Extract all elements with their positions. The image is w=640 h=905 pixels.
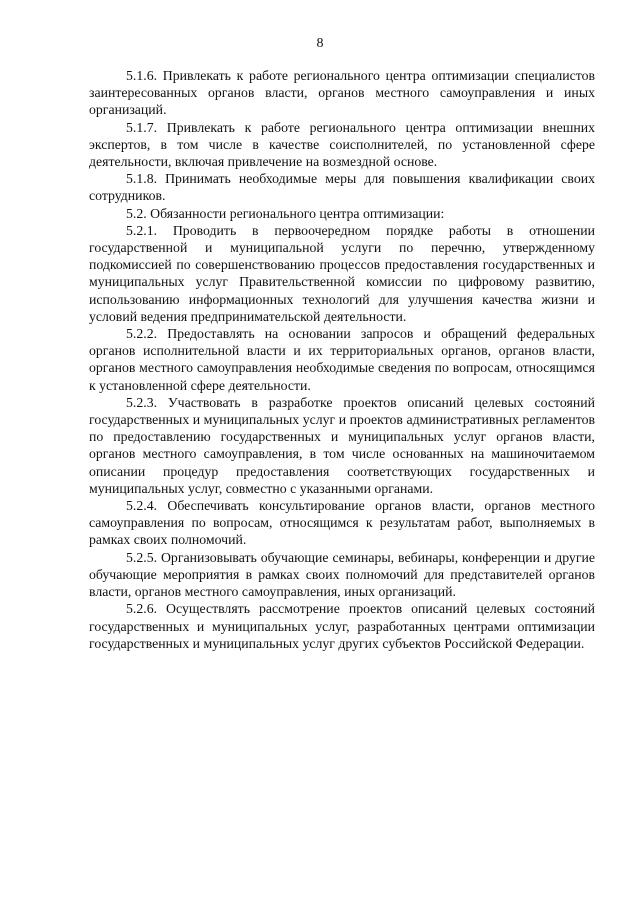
document-body [89,67,595,652]
paragraph-5-1-8: 5.1.8. Принимать необходимые меры для повышения квалификации своих сотрудников. [89,171,595,204]
paragraph-5-2-4: 5.2.4. Обеспечивать консультирование органов власти, органов местного самоуправления по вопросам, относящимся к результатам работ, выполняемых в рамках своих полномочий. [89,498,595,548]
paragraph-5-1-7: 5.1.7. Привлекать к работе регионального центра оптимизации внешних экспертов, в том числе в качестве соисполнителей, по установленной сфере деятельности, включая привлечение на возмездной основе. [89,119,595,170]
paragraph-5-2-5: 5.2.5. Организовывать обучающие семинары, вебинары, конференции и другие обучающие мероприятия в рамках своих полномочий для представителей органов власти, органов местного самоуправления, иных организаций. [89,549,595,600]
paragraph-5-1-6: 5.1.6. Привлекать к работе регионального центра оптимизации специалистов заинтересованных органов власти, органов местного самоуправления и иных организаций. [89,68,595,118]
paragraph-5-2-2: 5.2.2. Предоставлять на основании запросов и обращений федеральных органов исполнительной власти и их территориальных органов, органов власти, органов местного самоуправления необходимые сведения по вопросам, относящимся к установленной сфере деятельности. [89,326,595,393]
page-number: 8 [316,36,324,51]
paragraph-5-2-1: 5.2.1. Проводить в первоочередном порядке работы в отношении государственной и муниципальной услуги по перечню, утвержденному подкомиссией по совершенствованию процессов предоставления государственных и муниципальных услуг Правительственной комиссии по цифровому развитию, использованию информационных технологий для улучшения качества жизни и условий ведения предпринимательской деятельности. [89,222,595,324]
paragraph-5-2-6: 5.2.6. Осуществлять рассмотрение проектов описаний целевых состояний государственных и муниципальных услуг, разработанных центрами оптимизации государственных и муниципальных услуг других субъектов Российской Федерации. [89,601,595,651]
paragraph-5-2-3: 5.2.3. Участвовать в разработке проектов описаний целевых состояний государственных и муниципальных услуг и проектов административных регламентов по предоставлению государственных и муниципальных услуг органов власти, органов местного самоуправления, в том числе основанных на машиночитаемом описании процедур предоставления соответствующих государственных и муниципальных услуг, совместно с указанными органами. [89,394,595,496]
paragraph-5-2: 5.2. Обязанности регионального центра оптимизации: [126,205,445,221]
